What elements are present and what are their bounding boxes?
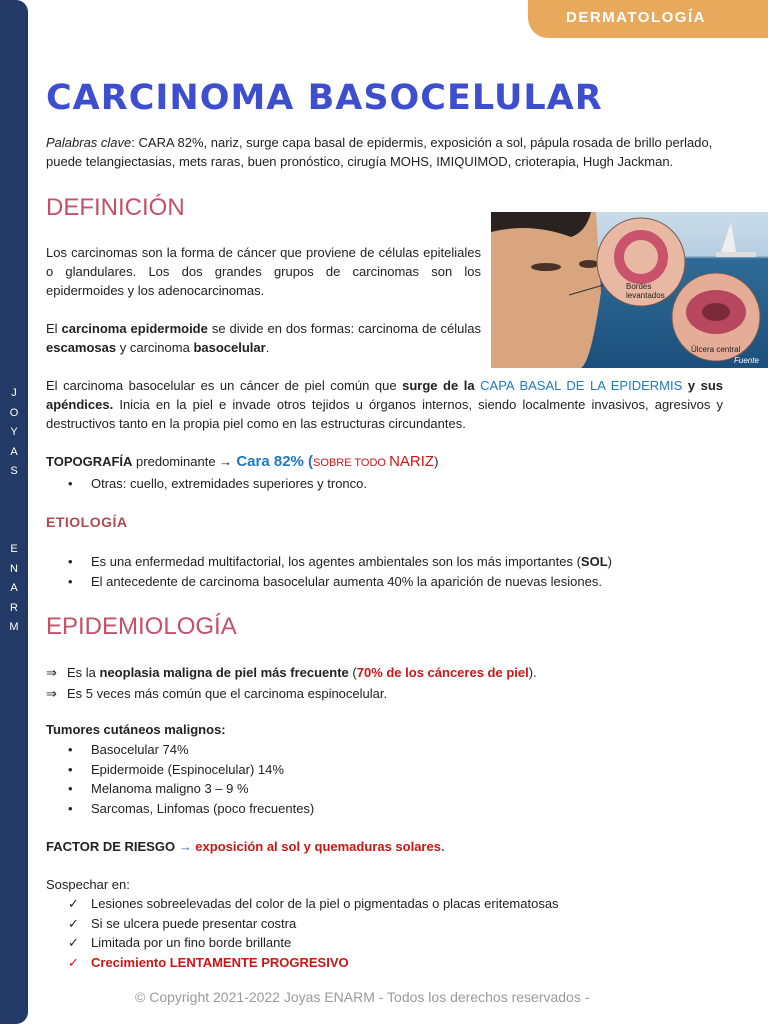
text-fragment: . <box>265 340 270 355</box>
list-item <box>46 474 367 494</box>
topografia-line <box>46 452 438 473</box>
text-fragment: Basocelular 74% <box>91 742 189 757</box>
text-fragment: • <box>68 781 73 796</box>
text-fragment: SOBRE TODO <box>313 457 390 469</box>
topografia-list <box>46 474 367 494</box>
check-icon: ✓ <box>68 896 79 911</box>
double-arrow-icon: ⇒ <box>46 665 57 680</box>
text-fragment: Sarcomas, Linfomas (poco frecuentes) <box>91 800 315 816</box>
text-fragment: NARIZ <box>389 453 435 470</box>
text-fragment: ) <box>607 554 612 569</box>
epi-point-1 <box>46 662 537 683</box>
list-item <box>46 740 314 760</box>
letter: E <box>10 543 18 555</box>
text-fragment: Es una enfermedad multifactorial, los agentes ambientales son los más importantes ( <box>91 554 581 569</box>
text-fragment: exposición al sol y quemaduras solares <box>191 839 441 854</box>
text-fragment: ). <box>528 665 537 680</box>
keywords-text: : CARA 82%, nariz, surge capa basal de epidermis, exposición a sol, pápula rosada de brillo perlado, puede telangiectasias, mets raras, buen pronóstico, cirugía MOHS, IMIQUIMOD, crioterapia, Hugh Jackman. <box>46 135 713 169</box>
text-fragment <box>721 222 736 252</box>
text-fragment: Melanoma maligno 3 – 9 % <box>91 781 249 796</box>
definition-paragraph-1: Los carcinomas son la forma de cáncer que proviene de células epiteliales o glandulares. Los dos grandes grupos de carcinomas son los epidermoides y los adenocarcinomas. <box>46 245 481 298</box>
etiologia-list <box>46 552 612 591</box>
page-title: CARCINOMA BASOCELULAR <box>46 78 603 118</box>
copyright-footer: © Copyright 2021-2022 Joyas ENARM - Todos los derechos reservados - <box>135 989 590 1005</box>
arrow-right-icon: → <box>219 454 233 469</box>
text-fragment: Cara 82% ( <box>232 453 314 470</box>
arrow-right-icon: → <box>178 839 192 854</box>
sospechar-list <box>46 894 559 972</box>
tumores-label <box>46 720 226 739</box>
keywords <box>46 133 736 171</box>
carcinoma-illustration <box>491 212 768 368</box>
list-item <box>46 933 559 953</box>
text-fragment: Epidermoide (Espinocelular) 14% <box>91 761 284 777</box>
image-label-ulcera: Úlcera central <box>691 345 741 354</box>
text-fragment: Crecimiento LENTAMENTE PROGRESIVO <box>91 954 349 970</box>
text-fragment: . <box>440 839 445 854</box>
text-fragment: Limitada por un fino borde brillante <box>91 935 292 950</box>
letter: J <box>11 387 17 399</box>
list-item <box>46 572 612 592</box>
text-fragment: Inicia en la piel e invade otros tejidos u órganos internos, siendo localmente invasivos, agresivos y destructivos tanto en la propia piel como en las estructuras circundantes. <box>46 397 723 431</box>
text-fragment: predominante <box>132 454 220 469</box>
epidemiologia-points <box>46 662 537 704</box>
text-fragment: • <box>68 573 73 589</box>
text-fragment: y carcinoma <box>116 340 194 355</box>
sospechar-label: Sospechar en: <box>46 877 130 892</box>
list-item <box>46 914 559 934</box>
text-fragment <box>702 303 730 321</box>
text-fragment: El carcinoma basocelular es un cáncer de piel común que <box>46 378 403 393</box>
letter: S <box>10 465 18 477</box>
heading-epidemiologia: EPIDEMIOLOGÍA <box>46 613 237 640</box>
sidebar-brand-enarm <box>6 540 22 638</box>
keywords-label: Palabras clave <box>46 135 132 150</box>
double-arrow-icon: ⇒ <box>46 686 57 701</box>
text-fragment: Tumores cutáneos malignos: <box>46 722 226 737</box>
text-fragment: El <box>46 321 62 336</box>
sidebar-bar <box>0 0 28 1024</box>
definition-paragraph-3 <box>46 376 723 433</box>
image-label-bordes: Bordes levantados <box>626 282 665 300</box>
letter: N <box>10 562 18 575</box>
text-fragment: El antecedente de carcinoma basocelular aumenta 40% la aparición de nuevas lesiones. <box>91 573 602 589</box>
heading-definicion: DEFINICIÓN <box>46 194 185 221</box>
text-fragment: ( <box>348 665 357 680</box>
text-fragment: • <box>68 476 73 491</box>
text-fragment: TOPOGRAFÍA <box>46 454 133 469</box>
list-item <box>46 760 314 780</box>
text-fragment: SOL <box>580 554 608 569</box>
text-fragment: • <box>68 554 73 569</box>
text-fragment: • <box>68 742 73 757</box>
section-tag: DERMATOLOGÍA <box>528 0 768 38</box>
check-icon: ✓ <box>68 915 79 931</box>
image-source-link[interactable]: Fuente <box>734 356 759 365</box>
text-fragment: carcinoma epidermoide <box>61 321 208 336</box>
text-fragment: basocelular <box>193 340 266 355</box>
list-item <box>46 894 559 914</box>
factor-riesgo <box>46 837 445 856</box>
text-fragment <box>531 263 561 271</box>
letter: Y <box>10 426 18 438</box>
text-fragment: Lesiones sobreelevadas del color de la piel o pigmentadas o placas eritematosas <box>91 896 559 911</box>
text-fragment: se divide en dos formas: carcinoma de células <box>207 321 482 336</box>
check-icon: ✓ <box>68 954 79 970</box>
text-fragment: CAPA BASAL DE LA EPIDERMIS <box>480 378 683 393</box>
text-fragment <box>579 260 599 268</box>
text-fragment: Es 5 veces más común que el carcinoma espinocelular. <box>67 686 388 701</box>
list-item <box>46 779 314 799</box>
text-fragment: y sus apéndices. <box>46 378 724 412</box>
text-fragment: Si se ulcera puede presentar costra <box>91 915 297 931</box>
text-fragment: • <box>68 800 73 816</box>
text-fragment: Es la <box>67 665 100 680</box>
text-fragment <box>716 252 756 257</box>
text-fragment: ) <box>434 454 439 469</box>
list-item <box>46 799 314 819</box>
letter: M <box>9 621 19 633</box>
text-fragment: neoplasia maligna de piel más frecuente <box>99 665 349 680</box>
list-item <box>46 552 612 572</box>
heading-etiologia: ETIOLOGÍA <box>46 514 128 530</box>
letter: O <box>9 406 19 419</box>
letter: A <box>10 445 18 458</box>
text-fragment: • <box>68 761 73 777</box>
check-icon: ✓ <box>68 935 79 950</box>
text-fragment: Otras: cuello, extremidades superiores y tronco. <box>91 476 368 491</box>
text-fragment: escamosas <box>46 340 117 355</box>
list-item <box>46 953 559 973</box>
tumores-list <box>46 740 314 818</box>
definition-paragraph-2 <box>46 319 481 357</box>
letter: A <box>10 582 18 594</box>
epi-point-2 <box>46 683 537 704</box>
sidebar-brand-joyas <box>6 384 22 482</box>
text-fragment: FACTOR DE RIESGO <box>46 839 176 854</box>
text-fragment: surge de la <box>402 378 481 393</box>
letter: R <box>10 601 18 614</box>
text-fragment: 70% de los cánceres de piel <box>356 665 529 680</box>
